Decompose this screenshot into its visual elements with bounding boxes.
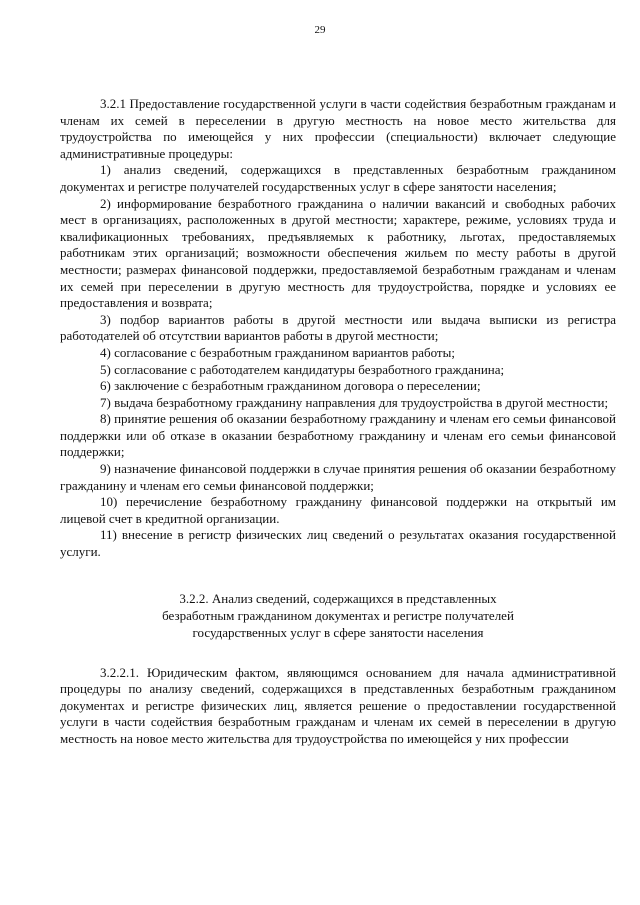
list-item: 5) согласование с работодателем кандидатуры безработного гражданина; [100,361,505,377]
section-3-2-2-1-paragraph: 3.2.2.1. Юридическим фактом, являющимся основанием для начала административной процедуры по анализу сведений, содержащихся в представленных безработным гражданином документах и регистре физических лиц, является решение о предоставлении государственной услуги в части содействия безработным гражданам и членам их семей в переселении в другую местность на новое место жительства для трудоустройства по имеющейся у них профессии [60,664,616,746]
section-3-2-1-intro: 3.2.1 Предоставление государственной услуги в части содействия безработным гражданам и членам их семей в переселении в другую местность на новое место жительства для трудоустройства по имеющейся у них профессии (специальности) включает следующие административные процедуры: [60,96,616,161]
list-item: 1) анализ сведений, содержащихся в представленных безработным гражданином документах и регистре получателей государственных услуг в сфере занятости населения; [60,162,616,194]
section-3-2-2-heading: 3.2.2. Анализ сведений, содержащихся в представленных безработным гражданином документах и регистре получателей государственных услуг в сфере занятости населения [162,590,514,640]
page-number: 29 [314,24,326,36]
list-item: 6) заключение с безработным гражданином договора о переселении; [100,378,481,394]
list-item: 2) информирование безработного гражданина о наличии вакансий и свободных рабочих мест в организациях, расположенных в другой местности; характере, режиме, условиях труда и квалификационных требованиях, предъявляемых к работнику, льготах, предоставляемых работникам этих организаций; возможности обеспечения жильем по месту работы в другой местности; размерах финансовой поддержки, предоставляемой безработным гражданам и членам их семей при переселении в другую местность для трудоустройства, порядке и условиях ее предоставления и возврата; [60,195,616,311]
list-item: 3) подбор вариантов работы в другой местности или выдача выписки из регистра работодателей об отсутствии вариантов работы в другой местности; [60,311,616,344]
list-item: 8) принятие решения об оказании безработному гражданину и членам его семьи финансовой поддержки или об отказе в оказании безработному гражданину и членам его семьи финансовой поддержки; [60,411,616,460]
procedure-list [60,162,616,560]
list-item: 10) перечисление безработному гражданину финансовой поддержки на открытый им лицевой счет в кредитной организации. [60,494,616,526]
list-item: 7) выдача безработному гражданину направления для трудоустройства в другой местности; [100,394,609,410]
list-item: 9) назначение финансовой поддержки в случае принятия решения об оказании безработному гражданину и членам его семьи финансовой поддержки; [60,461,616,493]
document-body [60,96,616,748]
list-item: 4) согласование с безработным гражданином вариантов работы; [100,344,455,360]
list-item: 11) внесение в регистр физических лиц сведений о результатах оказания государственной услуги. [60,527,616,560]
